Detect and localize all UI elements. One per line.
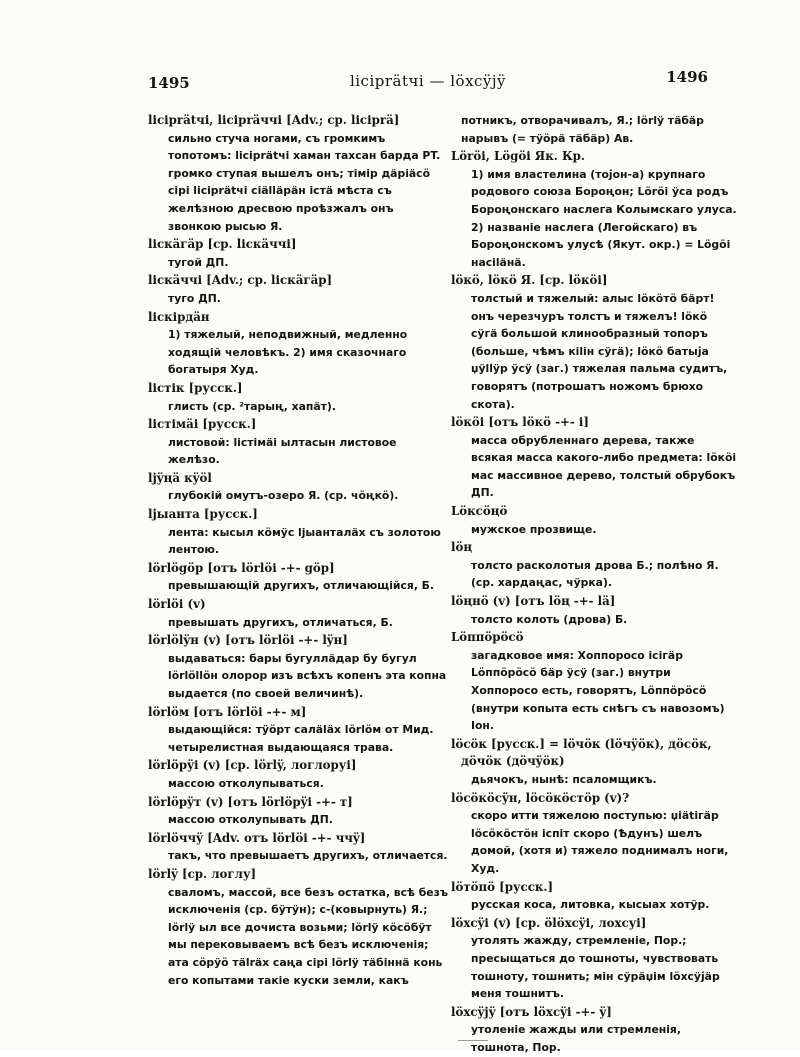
headword: lістімäі [русск.] (148, 417, 257, 432)
headword: ljыанта [русск.] (148, 507, 258, 522)
headword: lӧrlӧрÿт (v) [отъ lӧrlӧрÿі -+- т] (148, 794, 353, 809)
headword: Lӧrӧі, Lӧgӧі Як. Кр. (451, 149, 586, 164)
definition: 1) имя властелина (тојон-а) крупнаго родового союза Бороңон; Lӧrӧі ÿса родъ Бороңонскаго наслега Колымскаго улуса. 2) названіе наслега (Легойскаго) въ Бороңонскомъ улусѣ (Якут. окр.) = Lӧgӧі насiläнä. (471, 167, 737, 269)
dictionary-entry (451, 503, 737, 538)
headword: lӧrlÿ [ср. логлу] (148, 866, 257, 881)
definition: массою отколупываться. (168, 776, 324, 790)
definition: русская коса, литовка, кысыах хотÿр. (471, 898, 710, 912)
headword: lӧrlӧgӧр [отъ lӧrlӧі -+- gӧр] (148, 560, 335, 575)
headword: lӧңнӧ (v) [отъ lӧң -+- lä] (451, 594, 616, 609)
definition: превышающій другихъ, отличающійся, Б. (168, 579, 435, 593)
dictionary-entry (451, 1004, 737, 1057)
headword: lӧкӧі [отъ lӧкӧ -+- і] (451, 415, 589, 430)
definition: 1) тяжелый, неподвижный, медленно ходящій человѣкъ. 2) имя сказочнаго богатыря Худ. (168, 328, 408, 377)
definition: толсто расколотыя дрова Б.; полѣно Я. (ср. хардаңас, чÿрка). (471, 558, 719, 590)
dictionary-entry (148, 272, 448, 307)
dictionary-entry (148, 380, 448, 415)
dictionary-entry (451, 790, 737, 878)
dictionary-entry (148, 830, 448, 865)
left-column (148, 112, 448, 990)
footer-rule (458, 1040, 488, 1047)
dictionary-entry (451, 736, 737, 789)
page-number-left: 1495 (148, 74, 190, 92)
headword: lіскäччі [Adv.; ср. lіскäгäр] (148, 273, 333, 288)
dictionary-entry (148, 794, 448, 829)
definition: мужское прозвище. (471, 522, 597, 536)
definition: сваломъ, массой, все безъ остатка, всѣ безъ исключенія (ср. бÿтÿн); с-(ковырнуть) Я.; lӧrlÿ ыл все дочиста возьми; lӧrlÿ кӧсӧбÿт мы перековываемъ всѣ безъ исключенія; ата сӧрÿӧ тälräх саңа сiрi lӧrlÿ тäбiннä конь его копытами такіе куски земли, какъ (168, 885, 448, 987)
definition: тугой ДП. (168, 255, 229, 269)
headword: lӧхсÿі (v) [ср. ӧlӧхсÿі, лохсуі] (451, 915, 647, 930)
definition: скоро итти тяжелою поступью: џiätiгäр lӧсӧкӧстӧн iспiт скоро (Ѣдунъ) шелъ домой, (хотя и) тяжело поднималъ ноги, Худ. (471, 809, 729, 875)
headword: lӧтӧпӧ [русск.] (451, 879, 554, 894)
definition: превышать другихъ, отличаться, Б. (168, 615, 393, 629)
headword: lӧrlӧм [отъ lӧrlӧі -+- м] (148, 704, 307, 719)
page-number-right: 1496 (666, 68, 708, 86)
headword: lӧкӧ, lӧкӧ Я. [ср. lӧкӧі] (451, 273, 608, 288)
definition: туго ДП. (168, 291, 221, 305)
definition: глубокій омутъ-озеро Я. (ср. чӧңкӧ). (168, 489, 399, 503)
dictionary-entry (148, 704, 448, 757)
right-column (451, 112, 737, 1057)
definition: толстый и тяжелый: алыс lӧкӧтӧ бäрт! онъ черезчуръ толстъ и тяжелъ! lӧкӧ сÿгä большой клинообразный топоръ (больше, чѣмъ кiliн сÿгä); lӧкӧ батыја џÿllÿр ÿсÿ (заг.) тяжелая пальма судитъ, говорятъ (потрошатъ ножомъ брюхо скота). (471, 291, 728, 411)
dictionary-entry (451, 593, 737, 628)
definition: выдаваться: бары бугуллäдар бу бугул lӧrlӧllӧн олорор изъ всѣхъ копенъ эта копна выдается (по своей величинѣ). (168, 651, 447, 700)
dictionary-entry (148, 632, 448, 702)
dictionary-entry (148, 416, 448, 469)
definition: утолять жажду, стремленіе, Пор.; пресыщаться до тошноты, чувствовать тошноту, тошнить; мiн сÿрäџiм lӧхсÿјäр меня тошнитъ. (471, 934, 720, 1001)
definition: утоленіе жажды или стремленія, тошнота, Пор. (471, 1023, 681, 1054)
definition: глисть (ср. ²тарың, хапäт). (168, 399, 336, 413)
headword: lӧrlӧі (v) (148, 597, 206, 612)
dictionary-entry (148, 757, 448, 792)
definition: потникъ, отворачивалъ, Я.; lӧrlÿ тäбäр нарывъ (= тÿӧрä тäбäр) Ав. (461, 114, 704, 145)
definition: лента: кысыл кӧмÿс ljыанталäх съ золотою лентою. (168, 525, 441, 557)
dictionary-entry (451, 879, 737, 914)
definition: выдающійся: тÿӧрт салäläх lӧrlӧм от Мид. четырелистная выдающаяся трава. (168, 723, 434, 754)
definition: дьячокъ, нынѣ: псаломщикъ. (471, 772, 657, 786)
dictionary-entry (148, 506, 448, 559)
definition: сильно стуча ногами, съ громкимъ топотомъ: lісірrätчі хаман тахсан барда PT. громко ступая вышелъ онъ; тiмiр дäрiäсӧ сiрi lісірrätчі сiälläрäн iстä мѣста съ желѣзною дресвою проѣзжалъ онъ звонкою рысью Я. (168, 131, 441, 233)
headword: ljÿңä кÿӧl (148, 470, 212, 485)
definition: такъ, что превышаетъ другихъ, отличается. (168, 849, 448, 863)
dictionary-entry (451, 414, 737, 502)
definition: загадковое имя: Хоппоросо iсiгäр Lӧппӧрӧсӧ бäр ÿсÿ (заг.) внутри Хоппоросо есть, говорятъ, Lӧппӧрӧсӧ (внутри копыта есть снѣгъ съ навозомъ) Іон. (471, 648, 725, 733)
headword: lӧrlӧрÿі (v) [ср. lӧrlÿ, логлоруі] (148, 758, 357, 773)
dictionary-entry (451, 148, 737, 271)
headword: lӧң (451, 540, 473, 555)
dictionary-entry (148, 236, 448, 271)
dictionary-entry (451, 272, 737, 413)
dictionary-entry (148, 112, 448, 235)
dictionary-entry (451, 539, 737, 592)
headword: lӧсӧк [русск.] = lӧчӧк (lӧчÿӧк), дӧсӧк, дӧчӧк (дӧчÿӧк) (451, 736, 712, 769)
headword: lістік [русск.] (148, 380, 243, 395)
headword: lісірrätчі, lісірräччі [Adv.; ср. lісірrä] (148, 113, 400, 127)
headword: Lӧппӧрӧсӧ (451, 630, 524, 645)
headword: Lӧксӧңӧ (451, 504, 508, 519)
dictionary-entry (148, 470, 448, 505)
headword: lӧrlӧlÿн (v) [отъ lӧrlӧі -+- lÿн] (148, 633, 348, 648)
page-header (148, 66, 708, 96)
headword: lӧхсÿjÿ [отъ lӧхсÿі -+- ÿ] (451, 1004, 612, 1019)
dictionary-entry (451, 915, 737, 1003)
dictionary-entry (148, 866, 448, 989)
definition: масса обрубленнаго дерева, также всякая масса какого-либо предмета: lӧкӧі мас массивное дерево, толстый обрубокъ ДП. (471, 433, 737, 500)
definition: толсто колоть (дрова) Б. (471, 612, 628, 626)
dictionary-entry (148, 596, 448, 631)
headword: lӧrlӧччÿ [Adv. отъ lӧrlӧі -+- ччÿ] (148, 830, 366, 845)
headword: lӧсӧкӧсÿн, lӧсӧкӧстӧр (v)? (451, 790, 630, 805)
definition: массою отколупывать ДП. (168, 813, 333, 827)
headword: lіскäгäр [ср. lіскäччі] (148, 237, 297, 252)
headword: lіскірдäн (148, 309, 210, 324)
dictionary-entry (451, 629, 737, 735)
definition: листовой: lістімäі ылтасын листовое желѣзо. (168, 435, 397, 467)
running-title: lісірrätчі — lӧxсÿjÿ (349, 72, 507, 90)
dictionary-entry-continued (451, 112, 737, 147)
dictionary-entry (148, 560, 448, 595)
dictionary-entry (148, 309, 448, 379)
